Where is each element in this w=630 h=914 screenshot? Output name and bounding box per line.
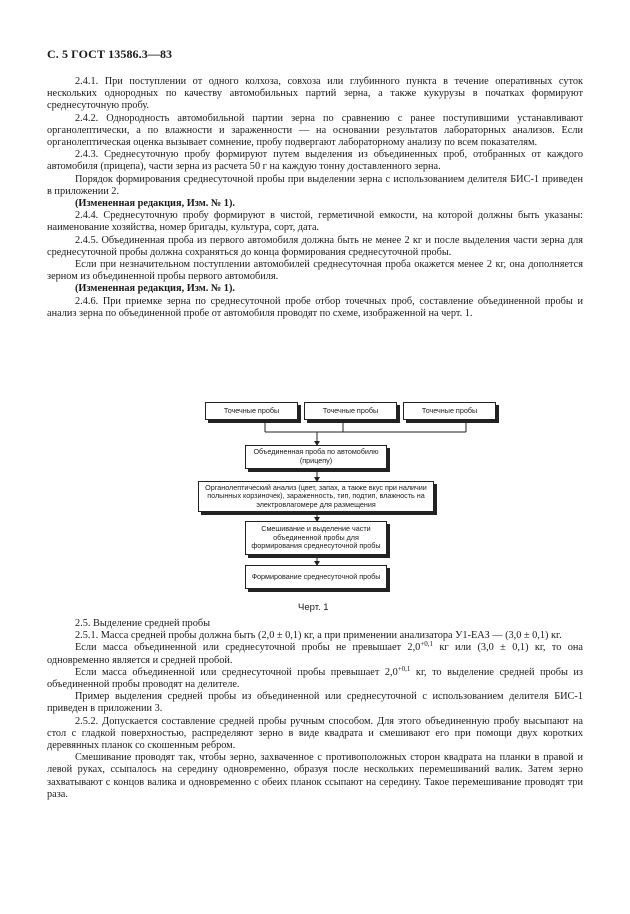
- paragraph-not-exceeds: [47, 642, 583, 666]
- point-samples-box-2: Точечные пробы: [304, 402, 397, 420]
- paragraph-2-4-6: 2.4.6. При приемке зерна по среднесуточной пробе отбор точечных проб, составление объединенной пробы и анализ зерна по объединенной пробе от автомобиля проводят по схеме, изображенной на черт. 1.: [47, 295, 583, 319]
- paragraph-2-4-2: 2.4.2. Однородность автомобильной партии зерна по сравнению с ранее поступившими устанавливают органолептически, а по влажности и зараженности — на основании результатов лабораторных анализов. Если органолептическая оценка вызывает сомнение, пробу подвергают лабораторному анализу по всем показателям.: [47, 112, 583, 149]
- combined-sample-box: Объединенная проба по автомобилю (прицепу): [245, 445, 387, 469]
- paragraph-low-supply: Если при незначительном поступлении автомобилей среднесуточная проба окажется менее 2 кг, она дополняется зерном из объединенной пробы первого автомобиля.: [47, 259, 583, 283]
- point-samples-box-1: Точечные пробы: [205, 402, 298, 420]
- paragraph-2-5-2: 2.5.2. Допускается составление средней пробы ручным способом. Для этого объединенную пробу высыпают на стол с гладкой поверхностью, распределяют зерно в виде квадрата и смешивают его при помощи двух коротких деревянных планок со скошенным ребром.: [47, 715, 583, 752]
- text-span: Если масса объединенной или среднесуточной пробы превышает 2,0: [75, 666, 398, 678]
- text-span: кг, то выделение средней пробы из объединенной пробы проводят на делителе.: [47, 666, 583, 691]
- paragraph-2-4-5: 2.4.5. Объединенная проба из первого автомобиля должна быть не менее 2 кг и после выделения части зерна для среднесуточной пробы должна сохраняться до конца формирования среднесуточной пробы.: [47, 234, 583, 258]
- section-2-5-title: 2.5. Выделение средней пробы: [75, 618, 211, 629]
- point-samples-box-3: Точечные пробы: [403, 402, 496, 420]
- paragraph-2-5-1: 2.5.1. Масса средней пробы должна быть (2,0 ± 0,1) кг, а при применении анализатора У1-ЕАЗ — (3,0 ± 0,1) кг.: [75, 630, 562, 642]
- text-block-top: [47, 76, 583, 320]
- figure-caption: Черт. 1: [298, 602, 329, 613]
- paragraph-2-4-4: 2.4.4. Среднесуточную пробу формируют в чистой, герметичной емкости, на которой должны быть указаны: наименование хозяйства, номер бригады, культура, сорт, дата.: [47, 210, 583, 234]
- text-block-bottom: [47, 618, 583, 801]
- paragraph-exceeds: [47, 664, 583, 691]
- paragraph-mixing: Смешивание проводят так, чтобы зерно, захваченное с противоположных сторон квадрата на планки в правой и левой руках, ссыпалось на середину одновременно, образуя после нескольких перемешиваний валик. Затем зерно захватывают с концов валика и одновременно с обеих планок ссыпают на середину. Такое перемешивание проводят три раза.: [47, 752, 583, 800]
- revision-note: (Измененная редакция, Изм. № 1).: [75, 283, 235, 295]
- superscript-tolerance: +0,1: [397, 664, 411, 673]
- revision-note: (Измененная редакция, Изм. № 1).: [75, 198, 235, 210]
- paragraph-order: Порядок формирования среднесуточной пробы при выделении зерна с использованием делителя БИС-1 приведен в приложении 2.: [47, 173, 583, 197]
- superscript-tolerance: +0,1: [420, 640, 433, 649]
- paragraph-2-4-1: 2.4.1. При поступлении от одного колхоза, совхоза или глубинного пункта в течение оперативных суток нескольких однородных по качеству автомобильных партий зерна, а также кукурузы в початках формируют среднесуточную пробу.: [47, 76, 583, 112]
- text-span: Если масса объединенной или среднесуточной пробы не превышает 2,0: [75, 642, 421, 654]
- organoleptic-analysis-box: Органолептический анализ (цвет, запах, а также вкус при наличии полынных корзиночек), зараженность, тип, подтип, влажность на электровлагомере для размещения: [198, 481, 434, 512]
- text-span: кг или (3,0 ± 0,1) кг, то она одновременно является и средней пробой.: [47, 642, 583, 666]
- page-header: С. 5 ГОСТ 13586.3—83: [47, 47, 173, 61]
- paragraph-2-4-3: 2.4.3. Среднесуточную пробу формируют путем выделения из объединенных проб, отобранных от каждого автомобиля (прицепа), части зерна из расчета 50 г на каждую тонну доставленного зерна.: [47, 149, 583, 173]
- paragraph-example: Пример выделения средней пробы из объединенной или среднесуточной с использованием делителя БИС-1 приведен в приложении 3.: [47, 691, 583, 715]
- mixing-box: Смешивание и выделение части объединенной пробы для формирования среднесуточной пробы: [245, 521, 387, 555]
- forming-box: Формирование среднесуточной пробы: [245, 565, 387, 589]
